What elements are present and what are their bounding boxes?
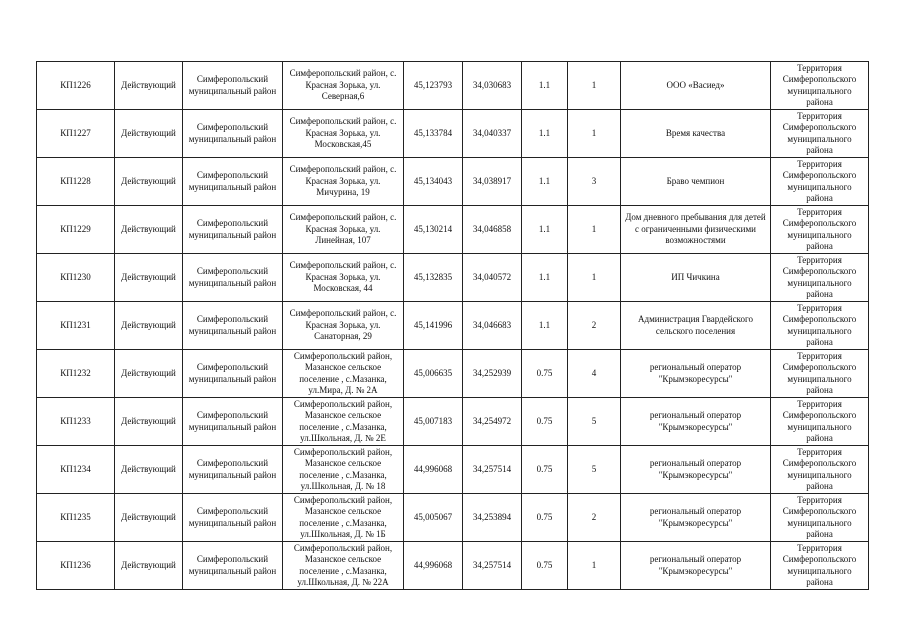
cell-code: КП1228	[37, 158, 115, 206]
cell-status: Действующий	[115, 542, 183, 590]
cell-status: Действующий	[115, 398, 183, 446]
cell-district: Симферопольский муниципальный район	[183, 542, 283, 590]
cell-longitude: 34,253894	[463, 494, 522, 542]
cell-latitude: 45,133784	[404, 110, 463, 158]
cell-address: Симферопольский район, с. Красная Зорька, ул. Северная,6	[283, 62, 404, 110]
cell-latitude: 45,130214	[404, 206, 463, 254]
cell-code: КП1226	[37, 62, 115, 110]
cell-latitude: 45,007183	[404, 398, 463, 446]
cell-owner: региональный оператор "Крымэкоресурсы"	[621, 542, 771, 590]
cell-address: Симферопольский район, Мазанское сельское поселение , с.Мазанка, ул.Школьная, Д. № 1Б	[283, 494, 404, 542]
table-row	[37, 302, 869, 350]
cell-code: КП1230	[37, 254, 115, 302]
cell-volume: 0.75	[522, 398, 568, 446]
table-row	[37, 398, 869, 446]
cell-district: Симферопольский муниципальный район	[183, 446, 283, 494]
cell-status: Действующий	[115, 494, 183, 542]
cell-district: Симферопольский муниципальный район	[183, 206, 283, 254]
cell-district: Симферопольский муниципальный район	[183, 302, 283, 350]
cell-code: КП1234	[37, 446, 115, 494]
cell-territory: Территория Симферопольского муниципального района	[771, 494, 869, 542]
cell-latitude: 45,132835	[404, 254, 463, 302]
cell-owner: региональный оператор "Крымэкоресурсы"	[621, 398, 771, 446]
cell-code: КП1227	[37, 110, 115, 158]
cell-address: Симферопольский район, с. Красная Зорька, ул. Мичурина, 19	[283, 158, 404, 206]
cell-volume: 0.75	[522, 350, 568, 398]
table-row	[37, 350, 869, 398]
cell-code: КП1231	[37, 302, 115, 350]
cell-owner: региональный оператор "Крымэкоресурсы"	[621, 350, 771, 398]
cell-volume: 1.1	[522, 302, 568, 350]
cell-count: 1	[568, 542, 621, 590]
cell-latitude: 44,996068	[404, 542, 463, 590]
cell-longitude: 34,046683	[463, 302, 522, 350]
cell-territory: Территория Симферопольского муниципального района	[771, 254, 869, 302]
cell-longitude: 34,040337	[463, 110, 522, 158]
cell-address: Симферопольский район, с. Красная Зорька, ул. Московская, 44	[283, 254, 404, 302]
cell-volume: 1.1	[522, 62, 568, 110]
cell-code: КП1229	[37, 206, 115, 254]
cell-district: Симферопольский муниципальный район	[183, 494, 283, 542]
cell-volume: 0.75	[522, 446, 568, 494]
table-row	[37, 62, 869, 110]
cell-address: Симферопольский район, Мазанское сельское поселение , с.Мазанка, ул.Мира, Д. № 2А	[283, 350, 404, 398]
cell-longitude: 34,252939	[463, 350, 522, 398]
cell-longitude: 34,257514	[463, 542, 522, 590]
cell-status: Действующий	[115, 206, 183, 254]
cell-address: Симферопольский район, Мазанское сельское поселение , с.Мазанка, ул.Школьная, Д. № 2Е	[283, 398, 404, 446]
cell-address: Симферопольский район, Мазанское сельское поселение , с.Мазанка, ул.Школьная, Д. № 18	[283, 446, 404, 494]
cell-longitude: 34,040572	[463, 254, 522, 302]
cell-code: КП1232	[37, 350, 115, 398]
cell-volume: 0.75	[522, 542, 568, 590]
cell-territory: Территория Симферопольского муниципального района	[771, 62, 869, 110]
cell-territory: Территория Симферопольского муниципального района	[771, 350, 869, 398]
cell-volume: 1.1	[522, 158, 568, 206]
cell-volume: 1.1	[522, 110, 568, 158]
table-row	[37, 110, 869, 158]
cell-district: Симферопольский муниципальный район	[183, 62, 283, 110]
cell-longitude: 34,254972	[463, 398, 522, 446]
cell-status: Действующий	[115, 446, 183, 494]
cell-address: Симферопольский район, с. Красная Зорька, ул. Линейная, 107	[283, 206, 404, 254]
cell-owner: ООО «Васиед»	[621, 62, 771, 110]
cell-status: Действующий	[115, 254, 183, 302]
cell-territory: Территория Симферопольского муниципального района	[771, 446, 869, 494]
cell-longitude: 34,046858	[463, 206, 522, 254]
cell-code: КП1236	[37, 542, 115, 590]
cell-address: Симферопольский район, Мазанское сельское поселение , с.Мазанка, ул.Школьная, Д. № 22А	[283, 542, 404, 590]
cell-count: 1	[568, 110, 621, 158]
cell-district: Симферопольский муниципальный район	[183, 158, 283, 206]
cell-volume: 1.1	[522, 254, 568, 302]
cell-territory: Территория Симферопольского муниципального района	[771, 398, 869, 446]
cell-owner: Браво чемпион	[621, 158, 771, 206]
cell-volume: 0.75	[522, 494, 568, 542]
table-row	[37, 542, 869, 590]
collection-points-table	[36, 61, 869, 590]
cell-owner: региональный оператор "Крымэкоресурсы"	[621, 446, 771, 494]
cell-district: Симферопольский муниципальный район	[183, 110, 283, 158]
table-row	[37, 158, 869, 206]
cell-owner: Дом дневного пребывания для детей с ограниченными физическими возможностями	[621, 206, 771, 254]
cell-code: КП1235	[37, 494, 115, 542]
cell-status: Действующий	[115, 158, 183, 206]
cell-count: 1	[568, 62, 621, 110]
table-row	[37, 254, 869, 302]
cell-latitude: 45,134043	[404, 158, 463, 206]
cell-latitude: 45,005067	[404, 494, 463, 542]
cell-latitude: 45,141996	[404, 302, 463, 350]
cell-status: Действующий	[115, 302, 183, 350]
table-row	[37, 446, 869, 494]
cell-count: 2	[568, 302, 621, 350]
cell-count: 2	[568, 494, 621, 542]
cell-owner: региональный оператор "Крымэкоресурсы"	[621, 494, 771, 542]
cell-territory: Территория Симферопольского муниципального района	[771, 158, 869, 206]
cell-district: Симферопольский муниципальный район	[183, 350, 283, 398]
cell-count: 5	[568, 398, 621, 446]
cell-territory: Территория Симферопольского муниципального района	[771, 110, 869, 158]
cell-volume: 1.1	[522, 206, 568, 254]
cell-count: 4	[568, 350, 621, 398]
cell-address: Симферопольский район, с. Красная Зорька, ул. Московская,45	[283, 110, 404, 158]
cell-longitude: 34,030683	[463, 62, 522, 110]
table-row	[37, 206, 869, 254]
cell-owner: ИП Чичкина	[621, 254, 771, 302]
cell-district: Симферопольский муниципальный район	[183, 398, 283, 446]
cell-status: Действующий	[115, 110, 183, 158]
cell-longitude: 34,038917	[463, 158, 522, 206]
cell-status: Действующий	[115, 350, 183, 398]
cell-territory: Территория Симферопольского муниципального района	[771, 206, 869, 254]
cell-longitude: 34,257514	[463, 446, 522, 494]
cell-owner: Администрация Гвардейского сельского поселения	[621, 302, 771, 350]
cell-owner: Время качества	[621, 110, 771, 158]
cell-territory: Территория Симферопольского муниципального района	[771, 302, 869, 350]
cell-latitude: 44,996068	[404, 446, 463, 494]
cell-address: Симферопольский район, с. Красная Зорька, ул. Санаторная, 29	[283, 302, 404, 350]
cell-count: 3	[568, 158, 621, 206]
cell-latitude: 45,006635	[404, 350, 463, 398]
table-row	[37, 494, 869, 542]
cell-status: Действующий	[115, 62, 183, 110]
cell-district: Симферопольский муниципальный район	[183, 254, 283, 302]
cell-count: 1	[568, 206, 621, 254]
cell-count: 1	[568, 254, 621, 302]
cell-latitude: 45,123793	[404, 62, 463, 110]
cell-territory: Территория Симферопольского муниципального района	[771, 542, 869, 590]
cell-code: КП1233	[37, 398, 115, 446]
cell-count: 5	[568, 446, 621, 494]
